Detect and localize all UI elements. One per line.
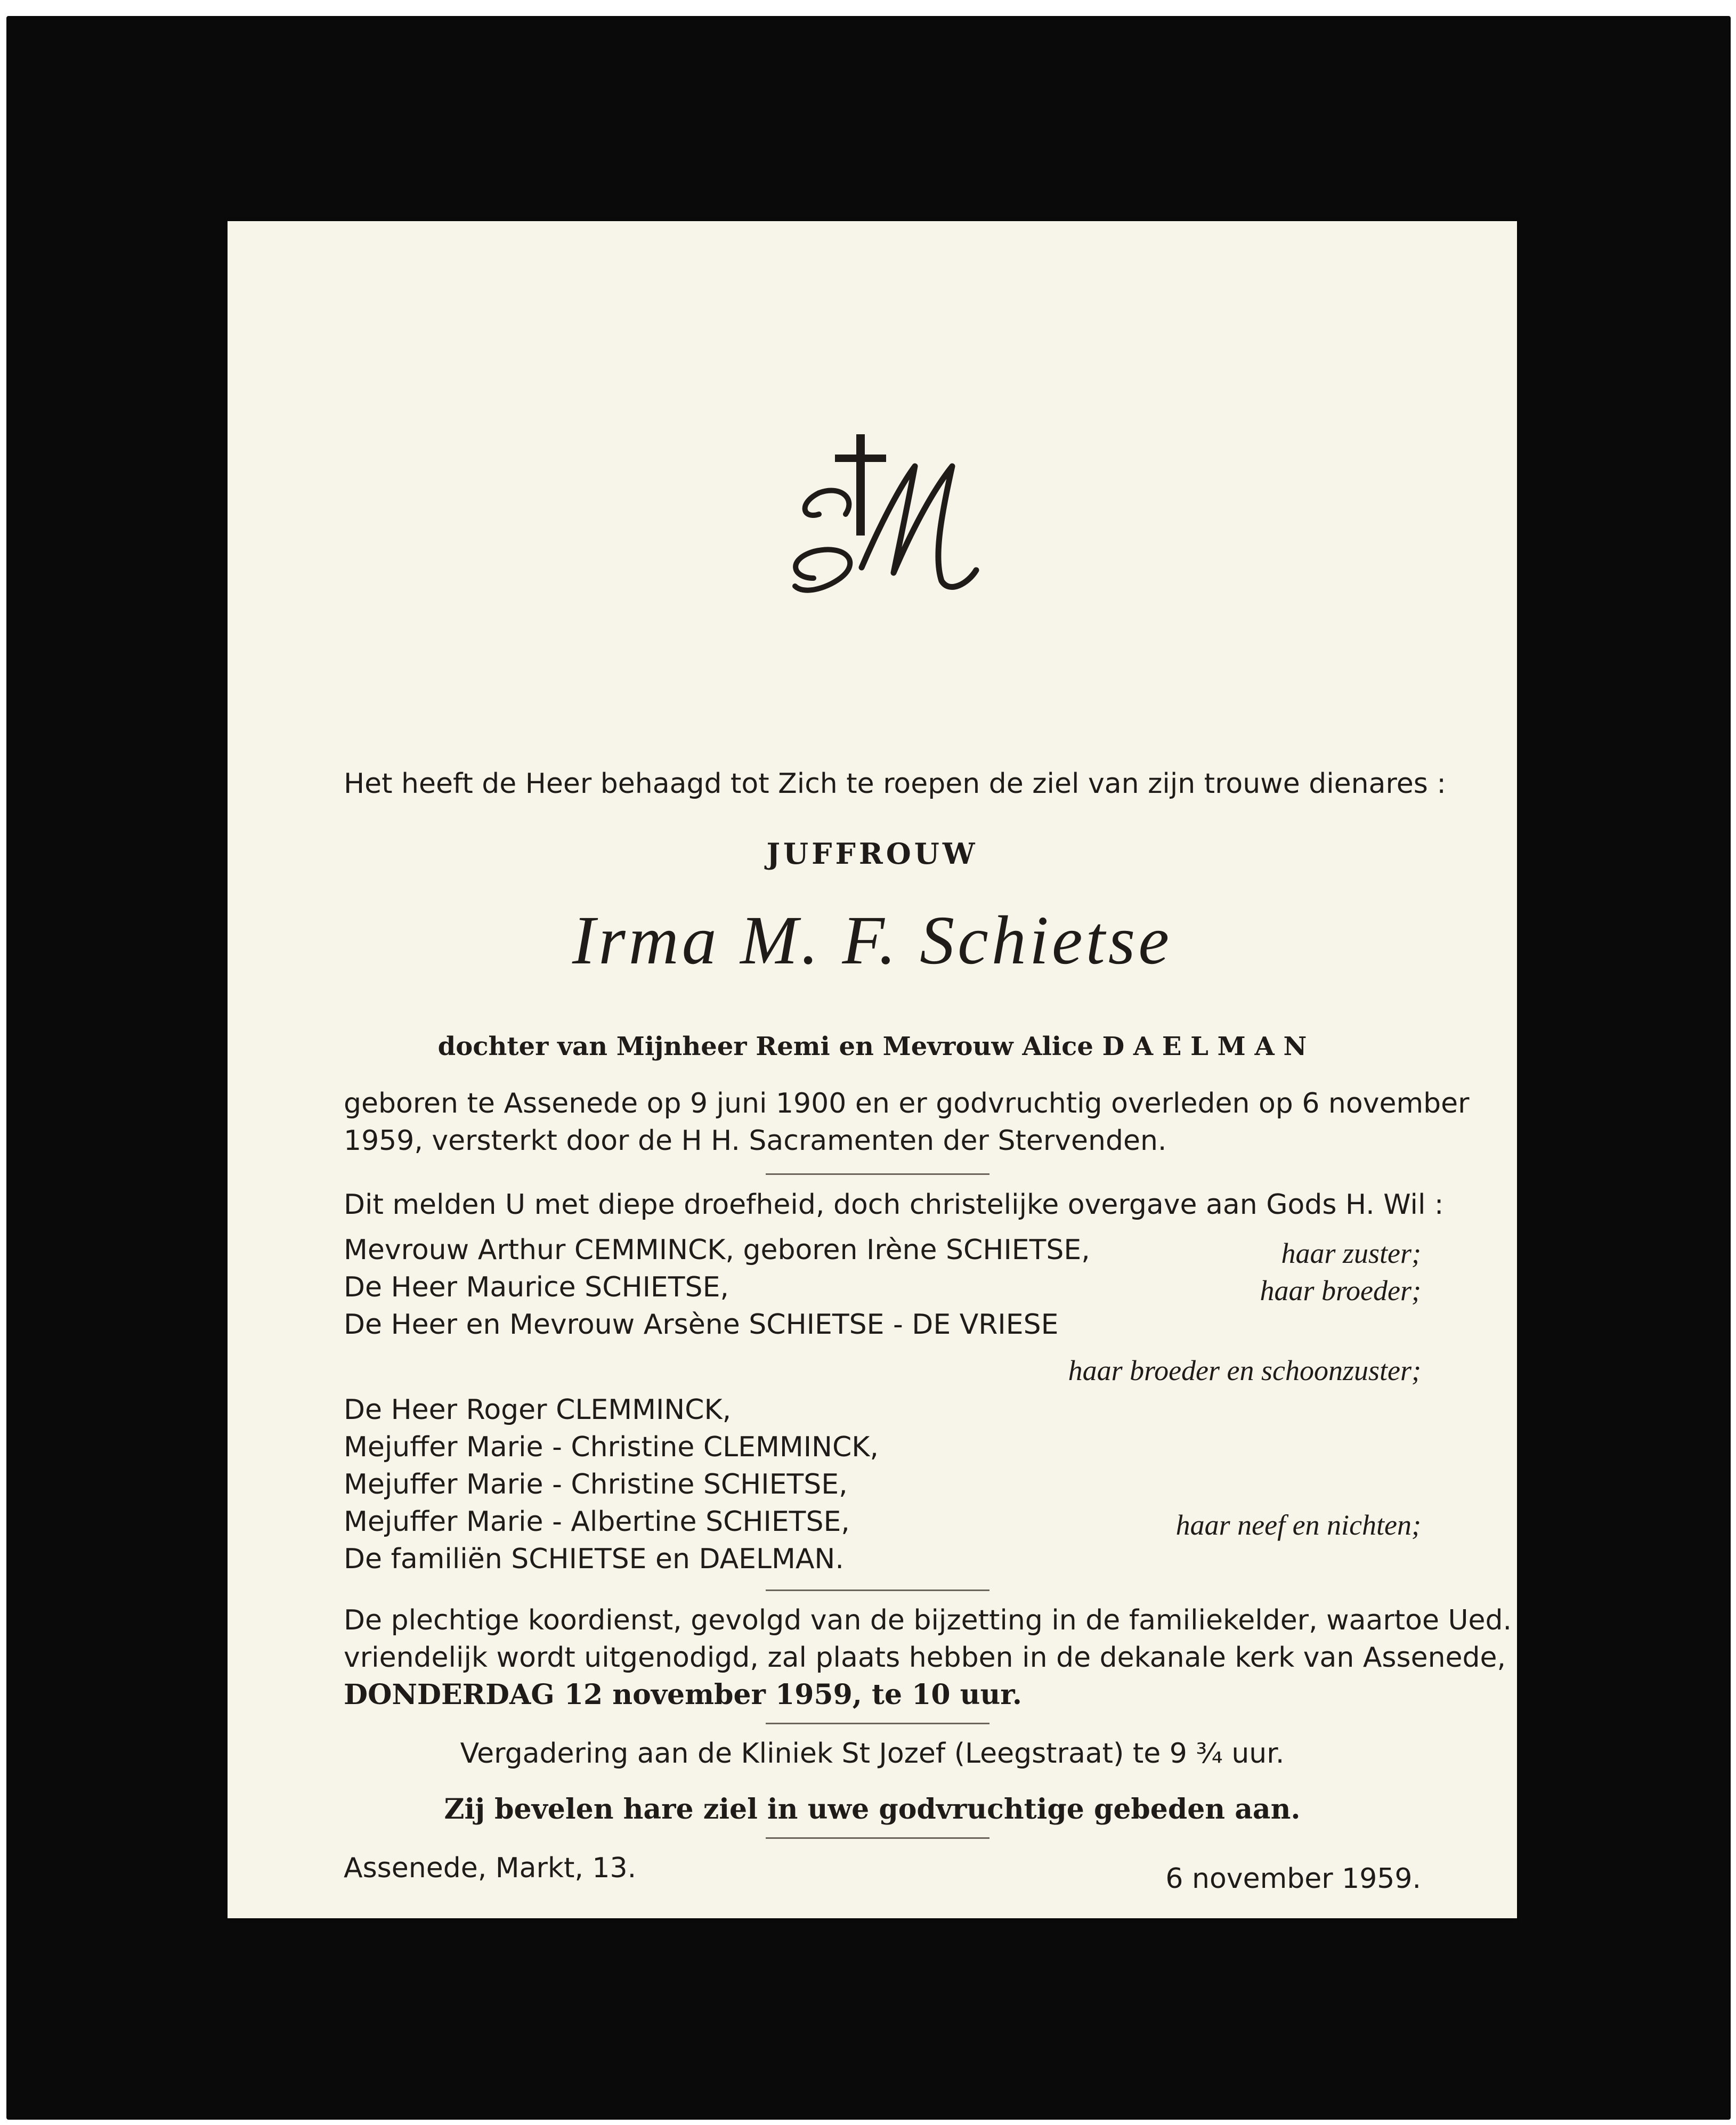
birth-death-line-2: 1959, versterkt door de H H. Sacramenten der Stervenden. bbox=[344, 1125, 1167, 1157]
birth-death-line-1: geboren te Assenede op 9 juni 1900 en er godvruchtig overleden op 6 november bbox=[344, 1088, 1470, 1120]
cross-m-monogram-icon bbox=[782, 434, 984, 615]
mourner-name: De familiën SCHIETSE en DAELMAN. bbox=[344, 1543, 844, 1575]
mourner-name: De Heer Roger CLEMMINCK, bbox=[344, 1394, 732, 1426]
divider bbox=[766, 1589, 989, 1591]
mourner-name: Mevrouw Arthur CEMMINCK, geboren Irène SCHIETSE, bbox=[344, 1234, 1090, 1266]
mourner-role: haar broeder en schoonzuster; bbox=[1068, 1355, 1421, 1386]
mourner-name: Mejuffer Marie - Albertine SCHIETSE, bbox=[344, 1506, 850, 1538]
black-mourning-frame bbox=[6, 16, 1731, 2120]
mourner-name: De Heer Maurice SCHIETSE, bbox=[344, 1271, 729, 1303]
service-date: DONDERDAG 12 november 1959, te 10 uur. bbox=[344, 1678, 1022, 1711]
gathering-text: Vergadering aan de Kliniek St Jozef (Leegstraat) te 9 ¾ uur. bbox=[460, 1738, 1285, 1770]
notice-date: 6 november 1959. bbox=[1165, 1863, 1421, 1895]
title-juffrouw: JUFFROUW bbox=[766, 837, 978, 871]
address: Assenede, Markt, 13. bbox=[344, 1852, 637, 1884]
mourner-role: haar zuster; bbox=[1281, 1237, 1421, 1269]
intro-text: Het heeft de Heer behaagd tot Zich te roepen de ziel van zijn trouwe dienares : bbox=[344, 768, 1446, 800]
mourner-name: Mejuffer Marie - Christine CLEMMINCK, bbox=[344, 1431, 879, 1463]
deceased-name: Irma M. F. Schietse bbox=[572, 902, 1173, 979]
death-notice-paper bbox=[228, 221, 1517, 1918]
service-line-1: De plechtige koordienst, gevolgd van de bijzetting in de familiekelder, waartoe Ued. bbox=[344, 1604, 1512, 1636]
service-line-2: vriendelijk wordt uitgenodigd, zal plaats hebben in de dekanale kerk van Assenede, bbox=[344, 1642, 1506, 1674]
mourner-name: De Heer en Mevrouw Arsène SCHIETSE - DE VRIESE bbox=[344, 1309, 1059, 1341]
prayer-text: Zij bevelen hare ziel in uwe godvruchtige gebeden aan. bbox=[444, 1793, 1301, 1826]
parents-line: dochter van Mijnheer Remi en Mevrouw Alice D A E L M A N bbox=[437, 1032, 1307, 1061]
mourner-name: Mejuffer Marie - Christine SCHIETSE, bbox=[344, 1469, 848, 1501]
divider bbox=[766, 1723, 989, 1724]
mourner-role: haar neef en nichten; bbox=[1175, 1509, 1421, 1541]
divider bbox=[766, 1837, 989, 1839]
announcement-text: Dit melden U met diepe droefheid, doch christelijke overgave aan Gods H. Wil : bbox=[344, 1189, 1444, 1221]
divider bbox=[766, 1173, 989, 1175]
mourner-role: haar broeder; bbox=[1260, 1275, 1421, 1307]
